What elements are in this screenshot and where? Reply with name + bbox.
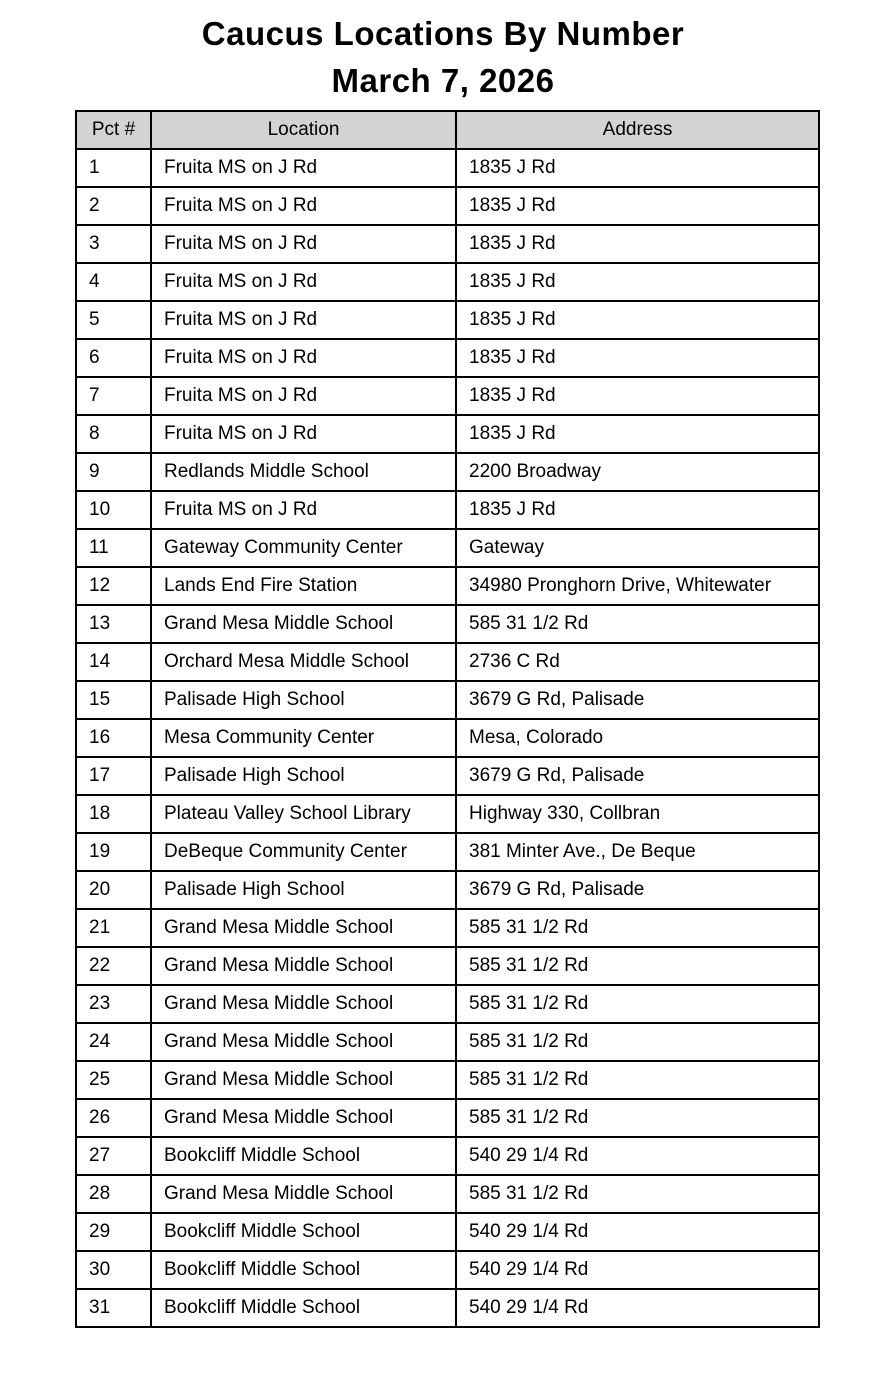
cell-location: Bookcliff Middle School	[151, 1289, 456, 1327]
table-row	[76, 301, 819, 339]
cell-address: 585 31 1/2 Rd	[456, 985, 819, 1023]
cell-address: 585 31 1/2 Rd	[456, 909, 819, 947]
cell-location: Fruita MS on J Rd	[151, 149, 456, 187]
cell-address: 540 29 1/4 Rd	[456, 1251, 819, 1289]
table-row	[76, 833, 819, 871]
cell-pct-number: 16	[76, 719, 151, 757]
table-row	[76, 643, 819, 681]
cell-pct-number: 27	[76, 1137, 151, 1175]
cell-location: Fruita MS on J Rd	[151, 301, 456, 339]
table-row	[76, 567, 819, 605]
cell-location: Grand Mesa Middle School	[151, 1061, 456, 1099]
cell-address: 585 31 1/2 Rd	[456, 1061, 819, 1099]
table-row	[76, 263, 819, 301]
cell-pct-number: 3	[76, 225, 151, 263]
cell-location: Palisade High School	[151, 681, 456, 719]
cell-address: 1835 J Rd	[456, 187, 819, 225]
table-row	[76, 1175, 819, 1213]
table-header-row	[76, 111, 819, 149]
cell-location: Fruita MS on J Rd	[151, 187, 456, 225]
cell-location: Lands End Fire Station	[151, 567, 456, 605]
table-row	[76, 1061, 819, 1099]
cell-address: 3679 G Rd, Palisade	[456, 681, 819, 719]
cell-location: Grand Mesa Middle School	[151, 947, 456, 985]
cell-location: Redlands Middle School	[151, 453, 456, 491]
table-row	[76, 491, 819, 529]
cell-address: 540 29 1/4 Rd	[456, 1213, 819, 1251]
cell-location: Gateway Community Center	[151, 529, 456, 567]
cell-address: 585 31 1/2 Rd	[456, 1023, 819, 1061]
cell-address: 381 Minter Ave., De Beque	[456, 833, 819, 871]
cell-pct-number: 22	[76, 947, 151, 985]
cell-location: Mesa Community Center	[151, 719, 456, 757]
cell-address: 1835 J Rd	[456, 339, 819, 377]
cell-location: Fruita MS on J Rd	[151, 415, 456, 453]
cell-address: 1835 J Rd	[456, 491, 819, 529]
cell-address: 2200 Broadway	[456, 453, 819, 491]
cell-pct-number: 6	[76, 339, 151, 377]
cell-pct-number: 9	[76, 453, 151, 491]
caucus-locations-table	[75, 110, 820, 1328]
table-row	[76, 681, 819, 719]
cell-location: Bookcliff Middle School	[151, 1137, 456, 1175]
cell-address: 585 31 1/2 Rd	[456, 1175, 819, 1213]
document-page	[0, 10, 886, 1328]
cell-address: 34980 Pronghorn Drive, Whitewater	[456, 567, 819, 605]
cell-pct-number: 10	[76, 491, 151, 529]
cell-location: Palisade High School	[151, 757, 456, 795]
cell-pct-number: 19	[76, 833, 151, 871]
table-row	[76, 1023, 819, 1061]
cell-address: 1835 J Rd	[456, 149, 819, 187]
cell-pct-number: 5	[76, 301, 151, 339]
table-row	[76, 529, 819, 567]
header-address: Address	[456, 111, 819, 149]
cell-address: 1835 J Rd	[456, 415, 819, 453]
cell-pct-number: 1	[76, 149, 151, 187]
table-row	[76, 947, 819, 985]
table-row	[76, 1289, 819, 1327]
cell-address: 1835 J Rd	[456, 263, 819, 301]
cell-location: Grand Mesa Middle School	[151, 909, 456, 947]
table-row	[76, 453, 819, 491]
page-title	[0, 10, 886, 104]
table-row	[76, 605, 819, 643]
cell-pct-number: 2	[76, 187, 151, 225]
cell-location: Fruita MS on J Rd	[151, 377, 456, 415]
cell-location: DeBeque Community Center	[151, 833, 456, 871]
table-row	[76, 757, 819, 795]
cell-pct-number: 28	[76, 1175, 151, 1213]
table-row	[76, 187, 819, 225]
table-row	[76, 1213, 819, 1251]
cell-location: Palisade High School	[151, 871, 456, 909]
cell-location: Fruita MS on J Rd	[151, 491, 456, 529]
cell-pct-number: 23	[76, 985, 151, 1023]
cell-location: Grand Mesa Middle School	[151, 605, 456, 643]
cell-pct-number: 26	[76, 1099, 151, 1137]
cell-location: Grand Mesa Middle School	[151, 1099, 456, 1137]
table-body	[76, 149, 819, 1327]
cell-address: 540 29 1/4 Rd	[456, 1289, 819, 1327]
cell-address: 1835 J Rd	[456, 225, 819, 263]
cell-pct-number: 13	[76, 605, 151, 643]
cell-pct-number: 12	[76, 567, 151, 605]
cell-address: 540 29 1/4 Rd	[456, 1137, 819, 1175]
cell-address: Highway 330, Collbran	[456, 795, 819, 833]
cell-address: 3679 G Rd, Palisade	[456, 871, 819, 909]
cell-address: Gateway	[456, 529, 819, 567]
cell-pct-number: 11	[76, 529, 151, 567]
table-row	[76, 1099, 819, 1137]
cell-pct-number: 7	[76, 377, 151, 415]
cell-pct-number: 8	[76, 415, 151, 453]
cell-pct-number: 24	[76, 1023, 151, 1061]
cell-location: Fruita MS on J Rd	[151, 339, 456, 377]
cell-address: 585 31 1/2 Rd	[456, 947, 819, 985]
cell-address: Mesa, Colorado	[456, 719, 819, 757]
cell-location: Fruita MS on J Rd	[151, 263, 456, 301]
cell-address: 3679 G Rd, Palisade	[456, 757, 819, 795]
cell-pct-number: 14	[76, 643, 151, 681]
table-row	[76, 909, 819, 947]
table-row	[76, 871, 819, 909]
cell-location: Grand Mesa Middle School	[151, 1175, 456, 1213]
table-row	[76, 377, 819, 415]
cell-address: 585 31 1/2 Rd	[456, 1099, 819, 1137]
table-row	[76, 1251, 819, 1289]
cell-pct-number: 30	[76, 1251, 151, 1289]
table-row	[76, 719, 819, 757]
cell-pct-number: 4	[76, 263, 151, 301]
cell-pct-number: 21	[76, 909, 151, 947]
table-row	[76, 985, 819, 1023]
cell-location: Orchard Mesa Middle School	[151, 643, 456, 681]
table-row	[76, 149, 819, 187]
header-pct-number: Pct #	[76, 111, 151, 149]
cell-address: 2736 C Rd	[456, 643, 819, 681]
table-row	[76, 339, 819, 377]
cell-location: Bookcliff Middle School	[151, 1251, 456, 1289]
table-row	[76, 795, 819, 833]
cell-pct-number: 29	[76, 1213, 151, 1251]
cell-pct-number: 17	[76, 757, 151, 795]
cell-address: 1835 J Rd	[456, 301, 819, 339]
cell-pct-number: 31	[76, 1289, 151, 1327]
cell-pct-number: 15	[76, 681, 151, 719]
title-line-1: Caucus Locations By Number	[201, 15, 685, 52]
table-row	[76, 1137, 819, 1175]
cell-location: Grand Mesa Middle School	[151, 985, 456, 1023]
cell-pct-number: 20	[76, 871, 151, 909]
cell-location: Bookcliff Middle School	[151, 1213, 456, 1251]
table-row	[76, 415, 819, 453]
cell-address: 1835 J Rd	[456, 377, 819, 415]
cell-location: Grand Mesa Middle School	[151, 1023, 456, 1061]
cell-pct-number: 18	[76, 795, 151, 833]
cell-location: Plateau Valley School Library	[151, 795, 456, 833]
header-location: Location	[151, 111, 456, 149]
title-line-2: March 7, 2026	[331, 62, 555, 99]
cell-address: 585 31 1/2 Rd	[456, 605, 819, 643]
cell-location: Fruita MS on J Rd	[151, 225, 456, 263]
cell-pct-number: 25	[76, 1061, 151, 1099]
table-row	[76, 225, 819, 263]
